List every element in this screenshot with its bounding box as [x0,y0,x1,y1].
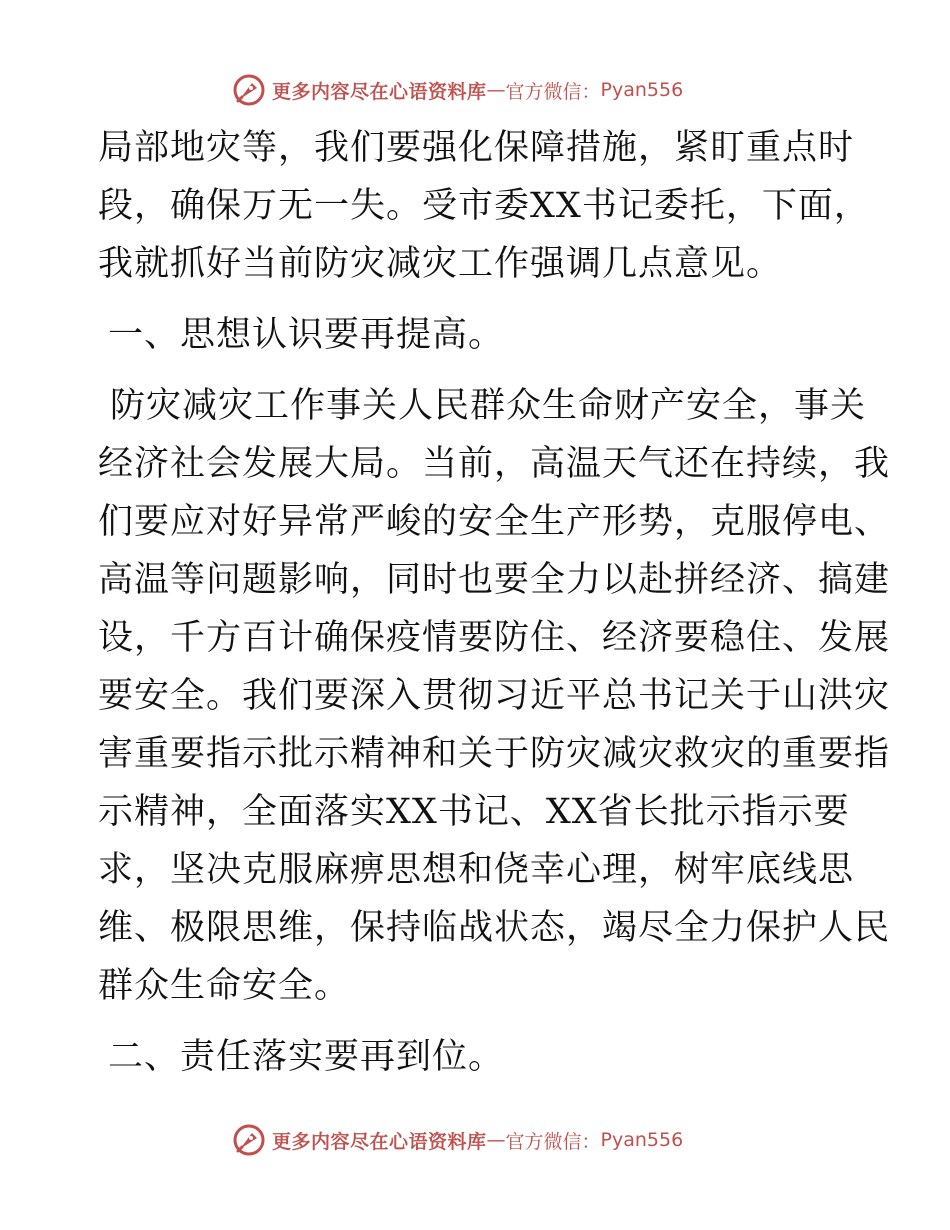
banner-wechat-label: 官方微信： [505,1130,601,1153]
header-banner [232,73,683,107]
footer-banner [232,1123,683,1157]
paragraph-line: 群众生命安全。 [98,966,351,1006]
paragraph-line: 防灾减灾工作事关人民群众生命财产安全，事关 [110,386,867,426]
paragraph-line: 要安全。我们要深入贯彻习近平总书记关于山洪灾 [98,676,891,716]
paragraph-line: 我就抓好当前防灾减灾工作强调几点意见。 [98,244,783,284]
banner-wechat-label: 官方微信： [505,80,601,103]
paragraph-line: 局部地灾等，我们要强化保障措施，紧盯重点时 [98,128,855,168]
section-heading-2: 二、责任落实要再到位。 [108,1037,505,1077]
banner-wechat-id: Pyan556 [600,1129,684,1151]
pen-nib-logo-icon [232,73,266,107]
paragraph-line: 维、极限思维，保持临战状态，竭尽全力保护人民 [98,908,891,948]
paragraph-line: 们要应对好异常严峻的安全生产形势，克服停电、 [98,502,891,542]
section-heading-1: 一、思想认识要再提高。 [108,315,505,355]
banner-main-text: 更多内容尽在心语资料库 [272,80,487,103]
banner-separator: — [486,1129,506,1151]
paragraph-line: 经济社会发展大局。当前，高温天气还在持续，我 [98,444,891,484]
banner-separator: — [486,79,506,101]
document-body [98,126,891,1093]
banner-wechat-id: Pyan556 [600,79,684,101]
paragraph-line: 示精神，全面落实XX书记、XX省长批示指示要 [98,792,850,832]
paragraph-line: 设，千方百计确保疫情要防住、经济要稳住、发展 [98,618,891,658]
pen-nib-logo-icon [232,1123,266,1157]
paragraph-line: 段，确保万无一失。受市委XX书记委托，下面， [98,186,870,226]
banner-main-text: 更多内容尽在心语资料库 [272,1130,487,1153]
paragraph-line: 害重要指示批示精神和关于防灾减灾救灾的重要指 [98,734,891,774]
paragraph-line: 求，坚决克服麻痹思想和侥幸心理，树牢底线思 [98,850,855,890]
paragraph-line: 高温等问题影响，同时也要全力以赴拼经济、搞建 [98,560,891,600]
